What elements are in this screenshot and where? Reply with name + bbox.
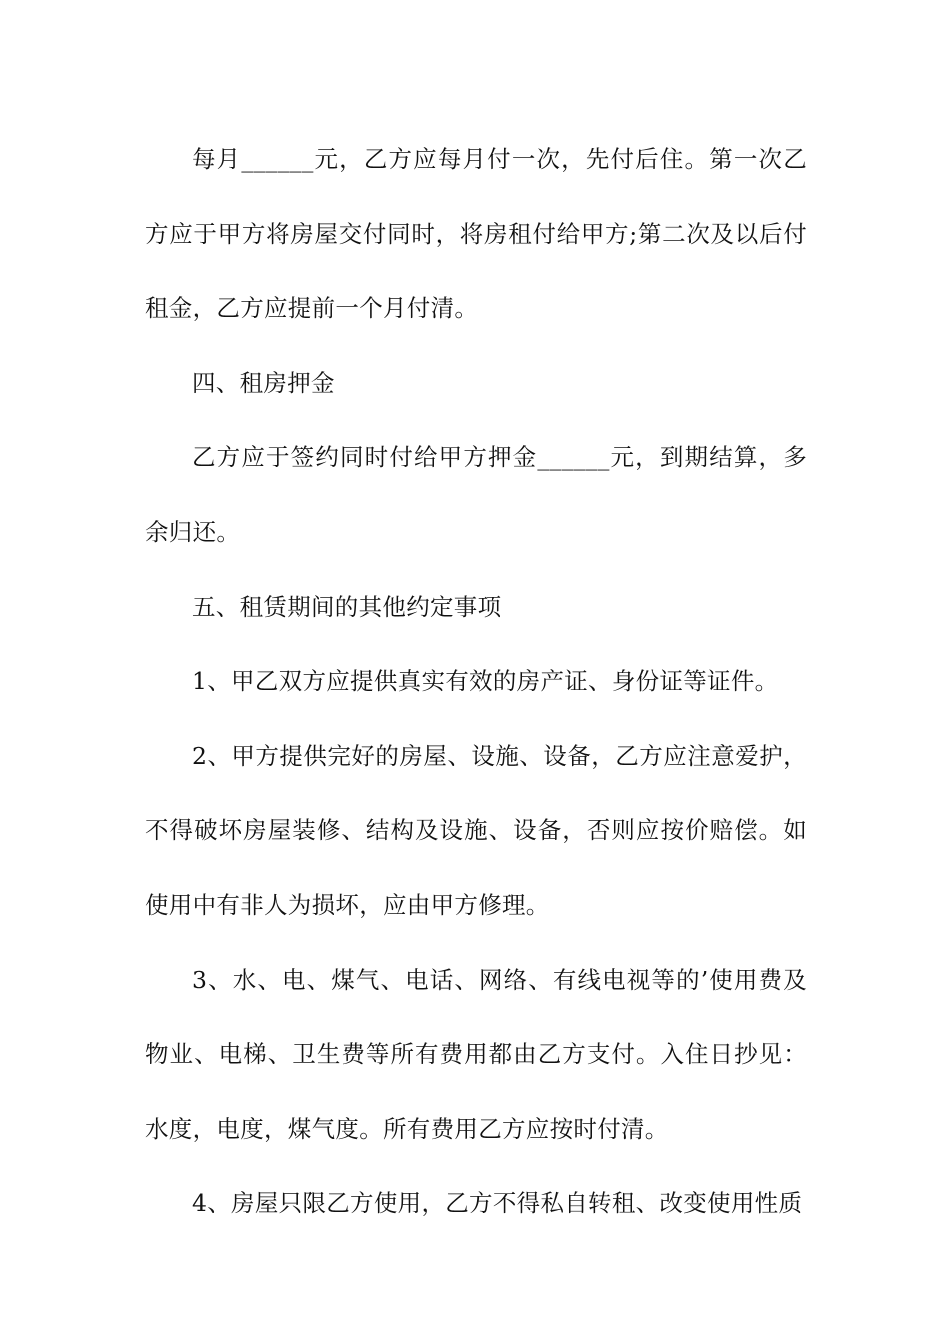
paragraph-term-1: 1、甲乙双方应提供真实有效的房产证、身份证等证件。 — [192, 667, 779, 696]
heading-other-terms: 五、租赁期间的其他约定事项 — [192, 592, 502, 621]
paragraph-rent-payment: 每月______元，乙方应每月付一次，先付后住。第一次乙方应于甲方将房屋交付同时，将房租付给甲方;第二次及以后付租金，乙方应提前一个月付清。 — [145, 145, 807, 323]
paragraph-term-4: 4、房屋只限乙方使用，乙方不得私自转租、改变使用性质 — [192, 1189, 803, 1218]
paragraph-term-3: 3、水、电、煤气、电话、网络、有线电视等的’使用费及物业、电梯、卫生费等所有费用都由乙方支付。入住日抄见：水度，电度，煤气度。所有费用乙方应按时付清。 — [145, 965, 807, 1143]
document-body — [145, 122, 807, 1241]
paragraph-term-2: 2、甲方提供完好的房屋、设施、设备，乙方应注意爱护，不得破坏房屋装修、结构及设施、设备，否则应按价赔偿。如使用中有非人为损坏，应由甲方修理。 — [145, 741, 807, 919]
heading-deposit: 四、租房押金 — [192, 368, 335, 397]
paragraph-deposit: 乙方应于签约同时付给甲方押金______元，到期结算，多余归还。 — [145, 443, 807, 546]
